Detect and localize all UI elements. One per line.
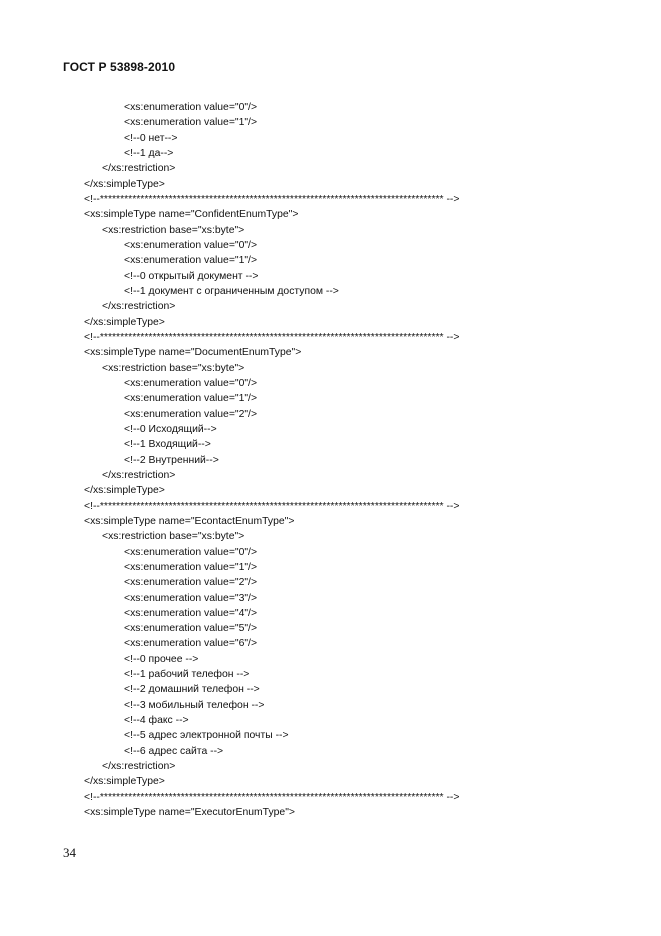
code-line: <xs:simpleType name="ExecutorEnumType"> [84,807,295,819]
code-line: </xs:restriction> [102,761,176,773]
code-line: <!--0 открытый документ --> [124,270,259,282]
code-line: <xs:enumeration value="4"/> [124,607,258,619]
code-line: <xs:enumeration value="1"/> [124,561,258,573]
code-line: <xs:enumeration value="0"/> [124,239,258,251]
code-line: <xs:restriction base="xs:byte"> [102,531,245,543]
code-line: <!--************************************************************************************* --> [84,791,460,803]
code-line: <!--0 Исходящий--> [124,423,217,435]
code-line: </xs:restriction> [102,301,176,313]
code-line: <xs:enumeration value="2"/> [124,577,258,589]
code-line: <xs:enumeration value="0"/> [124,102,258,113]
code-line: <!--************************************************************************************* --> [84,193,460,205]
code-line: <xs:enumeration value="6"/> [124,638,258,650]
code-line: <xs:enumeration value="0"/> [124,377,258,389]
code-line: <xs:enumeration value="1"/> [124,393,258,405]
code-line: </xs:restriction> [102,163,176,175]
code-line: </xs:simpleType> [84,178,165,190]
code-line: <!--3 мобильный телефон --> [124,699,265,711]
code-line: <!--1 Входящий--> [124,439,211,451]
code-line: <!--0 нет--> [124,132,178,144]
code-line: <!--1 документ с ограниченным доступом --> [124,285,339,297]
code-line: <!--5 адрес электронной почты --> [124,730,289,742]
code-line: <xs:enumeration value="3"/> [124,592,258,604]
code-line: </xs:restriction> [102,469,176,481]
code-line: <xs:simpleType name="ConfidentEnumType"> [84,209,299,221]
code-listing [0,100,661,820]
code-line: <xs:simpleType name="DocumentEnumType"> [84,347,302,359]
code-line: <!--2 Внутренний--> [124,454,219,466]
code-line: </xs:simpleType> [84,776,165,788]
code-line: <!--4 факс --> [124,715,189,727]
code-line: </xs:simpleType> [84,485,165,497]
code-line: <xs:enumeration value="0"/> [124,546,258,558]
code-line: <xs:enumeration value="1"/> [124,117,258,129]
code-line: <xs:enumeration value="1"/> [124,255,258,267]
code-line: <!--************************************************************************************* --> [84,331,460,343]
code-line: <!--6 адрес сайта --> [124,745,224,757]
code-line: <xs:enumeration value="5"/> [124,623,258,635]
code-line: <xs:restriction base="xs:byte"> [102,362,245,374]
page-number: 34 [63,845,76,860]
code-line: <xs:simpleType name="EcontactEnumType"> [84,515,295,527]
code-line: <!--2 домашний телефон --> [124,684,260,696]
code-line: <!--1 рабочий телефон --> [124,669,250,681]
code-line: <xs:enumeration value="2"/> [124,408,258,420]
code-line: <!--1 да--> [124,147,174,159]
code-line: <!--************************************************************************************* --> [84,500,460,512]
code-line: <xs:restriction base="xs:byte"> [102,224,245,236]
code-line: </xs:simpleType> [84,316,165,328]
code-line: <!--0 прочее --> [124,653,199,665]
document-header: ГОСТ Р 53898-2010 [63,60,176,74]
